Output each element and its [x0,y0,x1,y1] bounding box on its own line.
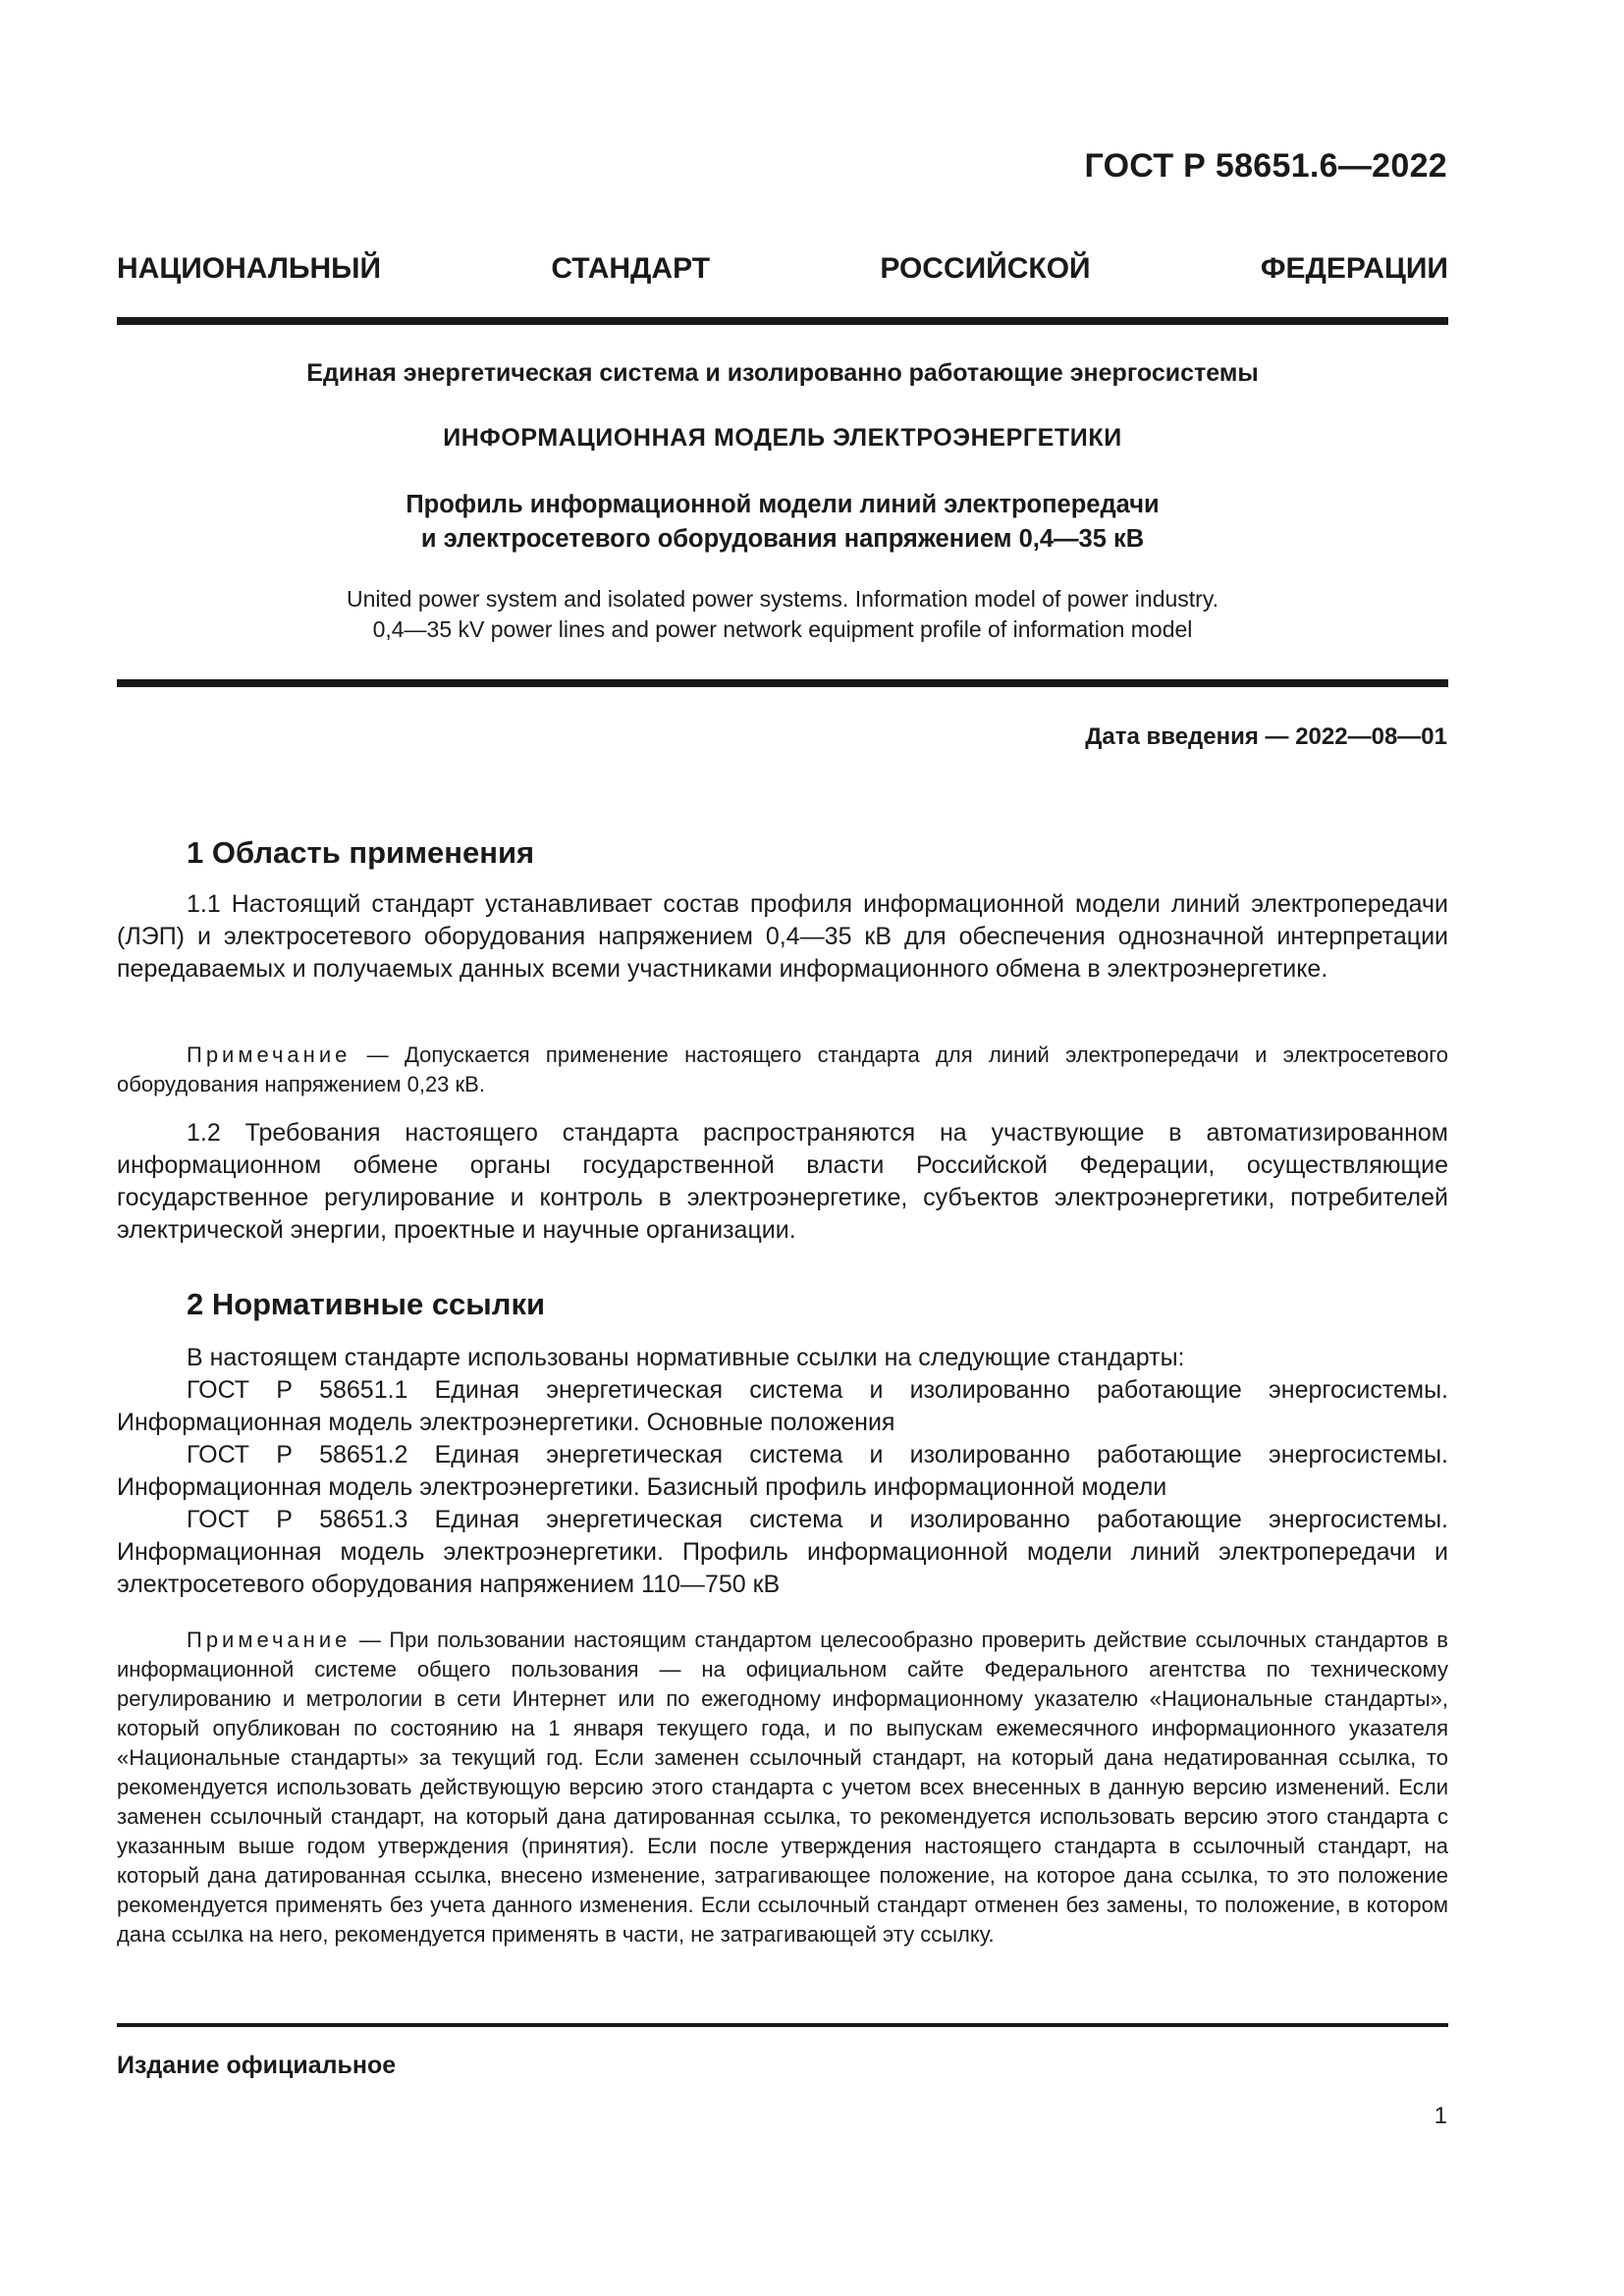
english-title [117,584,1448,645]
section-2-heading: 2 Нормативные ссылки [187,1287,546,1321]
note-1-text [117,1041,1448,1099]
note-1-body: — Допускается применение настоящего стандарта для линий электропередачи и электросетевого оборудования напряжением 0,23 кВ. [117,1042,1448,1096]
footer-divider [117,2023,1448,2027]
document-number: ГОСТ Р 58651.6—2022 [1084,147,1447,185]
note-2-label: Примечание [187,1628,352,1652]
section-1-heading: 1 Область применения [187,835,535,870]
section-1-paragraph-2 [117,1117,1448,1247]
title-model: ИНФОРМАЦИОННАЯ МОДЕЛЬ ЭЛЕКТРОЭНЕРГЕТИКИ [443,424,1122,452]
page-number: 1 [1434,2103,1447,2129]
section-1-paragraph-1 [117,888,1448,986]
english-title-line2: 0,4—35 kV power lines and power network equipment profile of information model [372,616,1193,642]
reference-58651-3: ГОСТ Р 58651.3 Единая энергетическая система и изолированно работающие энергосистемы. Информационная модель электроэнергетики. Профиль информационной модели линий электропередачи и электросетевого оборудования напряжением 110—750 кВ [117,1506,1448,1598]
references-intro: В настоящем стандарте использованы нормативные ссылки на следующие стандарты: [187,1344,1185,1371]
title-profile [117,488,1448,557]
section-2-references [117,1342,1448,1601]
reference-58651-1: ГОСТ Р 58651.1 Единая энергетическая система и изолированно работающие энергосистемы. Информационная модель электроэнергетики. Основные положения [117,1376,1448,1436]
reference-58651-2: ГОСТ Р 58651.2 Единая энергетическая система и изолированно работающие энергосистемы. Информационная модель электроэнергетики. Базисный профиль информационной модели [117,1441,1448,1501]
official-edition-label: Издание официальное [117,2052,397,2079]
section-2-note [117,1626,1448,1949]
section-1-note [117,1041,1448,1099]
national-standard-banner: НАЦИОНАЛЬНЫЙ СТАНДАРТ РОССИЙСКОЙ ФЕДЕРАЦИИ [117,252,1448,285]
title-divider [117,679,1448,687]
title-profile-line1: Профиль информационной модели линий электропередачи [406,491,1160,518]
top-divider [117,317,1448,325]
note-1-label: Примечание [187,1042,352,1067]
title-profile-line2: и электросетевого оборудования напряжением 0,4—35 кВ [420,525,1145,553]
paragraph-1-2: 1.2 Требования настоящего стандарта распространяются на участвующие в автоматизированном информационном обмене органы государственной власти Российской Федерации, осуществляющие государственное регулирование и контроль в электроэнергетике, субъектов электроэнергетики, потребителей электрической энергии, проектные и научные организации. [117,1119,1448,1244]
note-2-text [117,1626,1448,1949]
note-2-body: — При пользовании настоящим стандартом целесообразно проверить действие ссылочных стандартов в информационной системе общего пользования — на официальном сайте Федерального агентства по техническому регулированию и метрологии в сети Интернет или по ежегодному информационному указателю «Национальные стандарты», который опубликован по состоянию на 1 января текущего года, и по выпускам ежемесячного информационного указателя «Национальные стандарты» за текущий год. Если заменен ссылочный стандарт, на который дана недатированная ссылка, то рекомендуется использовать действующую версию этого стандарта с учетом всех внесенных в данную версию изменений. Если заменен ссылочный стандарт, на который дана датированная ссылка, то рекомендуется использовать версию этого стандарта с указанным выше годом утверждения (принятия). Если после утверждения настоящего стандарта в ссылочный стандарт, на который дана датированная ссылка, внесено изменение, затрагивающее положение, на которое дана ссылка, то это положение рекомендуется применять без учета данного изменения. Если ссылочный стандарт отменен без замены, то положение, в котором дана ссылка на него, рекомендуется применять в части, не затрагивающей эту ссылку. [117,1628,1448,1947]
title-system: Единая энергетическая система и изолированно работающие энергосистемы [306,359,1259,387]
paragraph-1-1: 1.1 Настоящий стандарт устанавливает состав профиля информационной модели линий электропередачи (ЛЭП) и электросетевого оборудования напряжением 0,4—35 кВ для обеспечения однозначной интерпретации передаваемых и получаемых данных всеми участниками информационного обмена в электроэнергетике. [117,890,1448,983]
introduction-date: Дата введения — 2022—08—01 [1085,723,1447,750]
english-title-line1: United power system and isolated power systems. Information model of power industry. [346,586,1219,612]
